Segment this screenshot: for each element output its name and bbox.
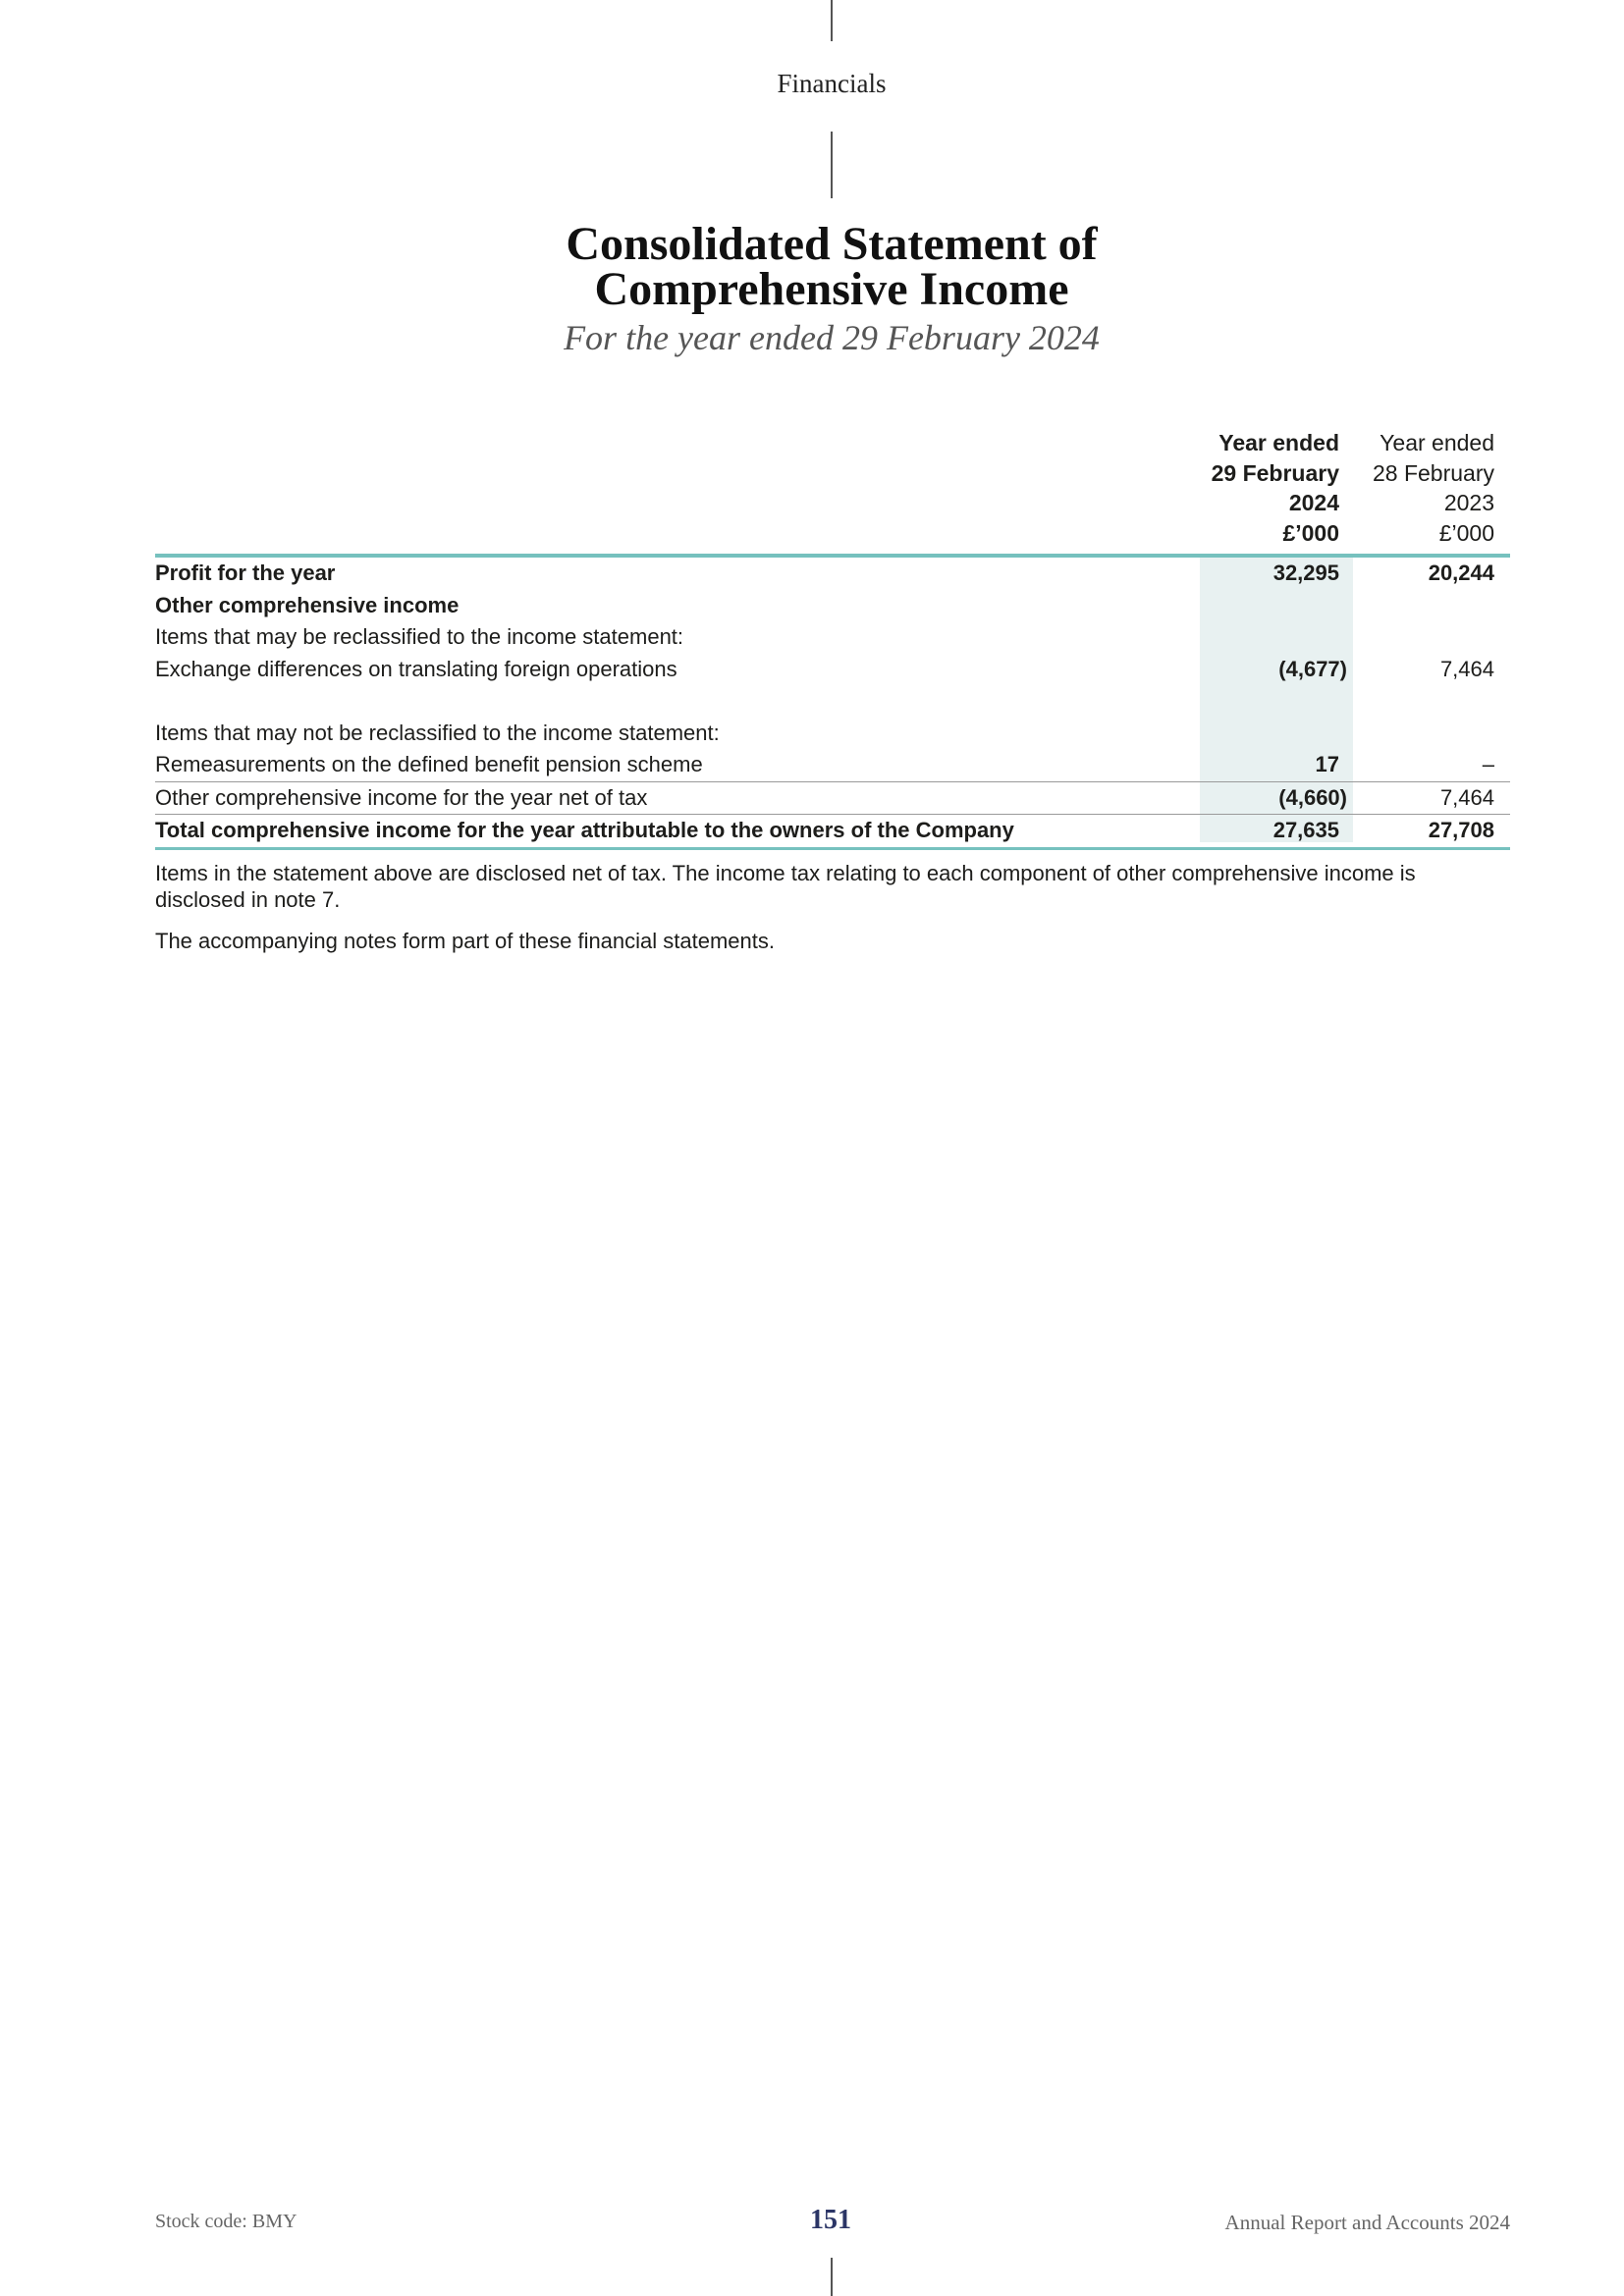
table-row <box>155 558 1510 590</box>
section-divider-line <box>831 132 833 198</box>
row-label: Items that may not be reclassified to the income statement: <box>155 720 720 745</box>
table-row <box>155 781 1510 815</box>
total-rule <box>155 847 1510 850</box>
stock-code: Stock code: BMY <box>155 2211 298 2232</box>
row-spacer <box>155 685 1510 718</box>
top-divider-line <box>831 0 833 41</box>
page-subtitle: For the year ended 29 February 2024 <box>564 318 1100 357</box>
current-year-header: Year ended 29 February 2024 £’000 <box>1211 430 1339 546</box>
title-block <box>0 218 1624 359</box>
previous-value: 7,464 <box>1439 656 1494 681</box>
statement-notes <box>155 860 1510 954</box>
note-paragraph: Items in the statement above are disclosed net of tax. The income tax relating to each component of other comprehensive income is disclosed in note 7. <box>155 860 1416 912</box>
note-paragraph: The accompanying notes form part of these financial statements. <box>155 928 775 953</box>
section-label: Financials <box>777 69 887 98</box>
table-row <box>155 654 1510 686</box>
row-label: Items that may be reclassified to the income statement: <box>155 624 684 649</box>
previous-year-header: Year ended 28 February 2023 £’000 <box>1372 430 1494 546</box>
title-line-1: Consolidated Statement of <box>566 218 1098 270</box>
income-statement-table <box>155 428 1510 969</box>
table-row <box>155 590 1510 622</box>
row-label: Exchange differences on translating foreign operations <box>155 656 677 681</box>
table-row <box>155 749 1510 781</box>
current-value: 17 <box>1315 752 1339 776</box>
row-label: Other comprehensive income for the year net of tax <box>155 784 648 810</box>
current-value: 27,635 <box>1272 818 1339 842</box>
page-footer <box>155 2205 1510 2244</box>
row-label: Remeasurements on the defined benefit pension scheme <box>155 752 703 776</box>
table-row <box>155 621 1510 654</box>
row-label: Total comprehensive income for the year attributable to the owners of the Company <box>155 818 1014 842</box>
previous-value: 27,708 <box>1428 818 1494 842</box>
column-headers <box>155 428 1510 554</box>
report-name: Annual Report and Accounts 2024 <box>1224 2211 1510 2234</box>
bottom-divider-line <box>831 2258 833 2296</box>
current-value: (4,660) <box>1278 784 1347 810</box>
row-label: Profit for the year <box>155 561 336 585</box>
total-row <box>155 814 1510 847</box>
previous-value: – <box>1482 752 1494 776</box>
page-title <box>0 218 1624 315</box>
page-number: 151 <box>810 2205 851 2235</box>
previous-value: 20,244 <box>1428 561 1494 585</box>
current-value: (4,677) <box>1278 656 1347 681</box>
row-label: Other comprehensive income <box>155 592 460 617</box>
current-value: 32,295 <box>1272 561 1339 585</box>
previous-value: 7,464 <box>1439 784 1494 810</box>
title-line-2: Comprehensive Income <box>594 263 1069 315</box>
table-row <box>155 718 1510 750</box>
